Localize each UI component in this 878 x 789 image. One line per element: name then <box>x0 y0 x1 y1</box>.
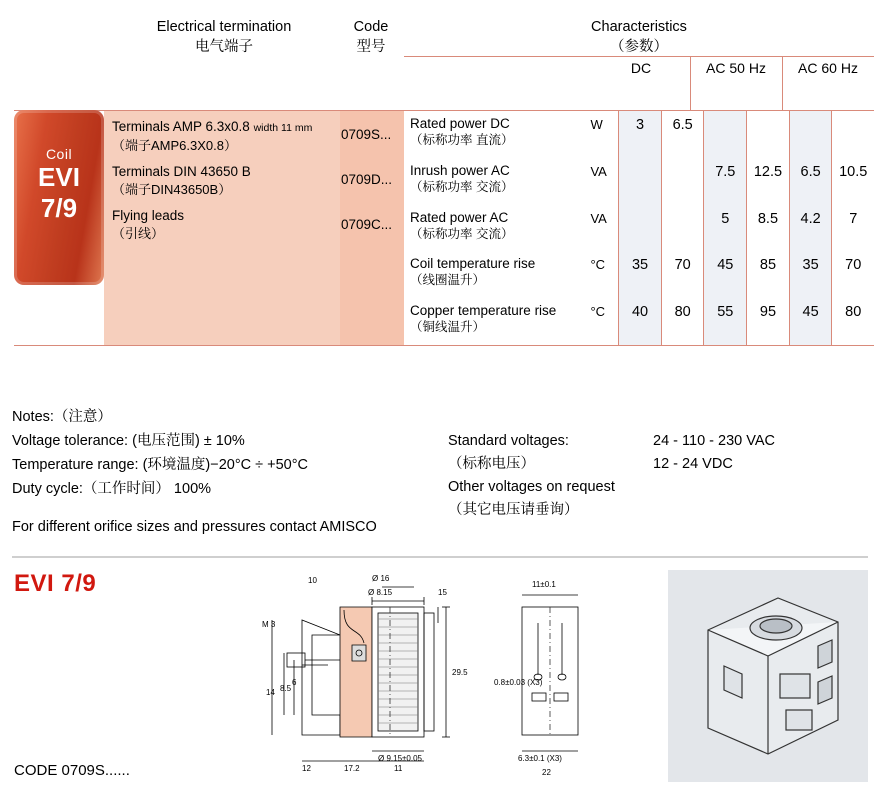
svg-text:11: 11 <box>394 764 403 773</box>
cell-r5c5: 45 <box>789 298 832 345</box>
cell-r4c5: 35 <box>789 251 832 298</box>
row-label-en-1: Rated power DC <box>410 116 510 131</box>
cell-r5c4: 95 <box>746 298 789 345</box>
voltage-value-dc: 12 - 24 VDC <box>653 456 733 472</box>
svg-text:Ø 16: Ø 16 <box>372 574 390 583</box>
row-unit-4: °C <box>590 257 606 273</box>
termination-cn-2: （端子DIN43650B） <box>112 182 232 197</box>
cell-r2c2 <box>661 158 704 205</box>
cell-r3c2 <box>661 205 704 252</box>
cell-r4c1: 35 <box>618 251 661 298</box>
notes-line-2: Temperature range: (环境温度)−20°C ÷ +50°C <box>12 457 308 473</box>
table-row <box>404 111 874 158</box>
cell-r4c3: 45 <box>703 251 746 298</box>
cell-r5c3: 55 <box>703 298 746 345</box>
code-item-3: 0709C... <box>341 217 393 232</box>
svg-text:M 3: M 3 <box>262 620 276 629</box>
svg-text:12: 12 <box>302 764 311 773</box>
svg-text:11±0.1: 11±0.1 <box>532 580 556 589</box>
cell-r3c3: 5 <box>703 205 746 252</box>
row-label-en-2: Inrush power AC <box>410 162 510 178</box>
cell-r2c6: 10.5 <box>831 158 874 205</box>
characteristics-grid <box>404 111 874 345</box>
cell-r1c4 <box>746 111 789 158</box>
row-label-cn-4: （线圈温升） <box>410 273 486 288</box>
characteristics-divider <box>404 56 874 57</box>
termination-en-3: Flying leads <box>112 208 185 223</box>
cell-r5c6: 80 <box>831 298 874 345</box>
row-unit-3: VA <box>590 210 607 226</box>
coil-badge <box>14 110 104 285</box>
other-voltages-en: Other voltages on request <box>448 479 615 495</box>
table-row <box>404 251 874 298</box>
cell-r2c3: 7.5 <box>703 158 746 205</box>
svg-text:8.5: 8.5 <box>280 684 292 693</box>
termination-cn-1: （端子AMP6.3X0.8） <box>112 138 237 153</box>
table-row <box>404 158 874 205</box>
svg-text:17.2: 17.2 <box>344 764 360 773</box>
header-characteristics-en: Characteristics <box>591 19 687 35</box>
header-code-en: Code <box>353 19 389 35</box>
code-item-1: 0709S... <box>341 127 392 142</box>
subheader-ac60: AC 60 Hz <box>798 60 858 76</box>
notes-line-3: Duty cycle:（工作时间） 100% <box>12 481 212 497</box>
subheader-dc: DC <box>630 60 652 76</box>
code-list <box>341 126 403 261</box>
header-code <box>340 18 402 57</box>
notes-line-1: Voltage tolerance: (电压范围) ± 10% <box>12 433 245 449</box>
cell-r5c1: 40 <box>618 298 661 345</box>
header-code-cn: 型号 <box>356 39 386 55</box>
row-label-cn-5: （铜线温升） <box>410 320 486 335</box>
cell-r1c2: 6.5 <box>661 111 704 158</box>
cell-r2c4: 12.5 <box>746 158 789 205</box>
cell-r3c6: 7 <box>831 205 874 252</box>
table-bottom-rule <box>14 345 874 346</box>
svg-text:22: 22 <box>542 768 551 777</box>
coil-badge-size: 7/9 <box>40 193 78 223</box>
standard-voltages-cn: （标称电压） <box>448 456 535 472</box>
code-caption: CODE 0709S...... <box>14 762 130 779</box>
row-label-cn-3: （标称功率 交流） <box>410 226 514 241</box>
cell-r1c1: 3 <box>618 111 661 158</box>
svg-text:Ø 9.15±0.05: Ø 9.15±0.05 <box>378 754 422 763</box>
termination-item-1 <box>112 118 342 154</box>
svg-text:14: 14 <box>266 688 275 697</box>
header-characteristics-cn: （参数） <box>610 39 668 55</box>
notes-orifice: For different orifice sizes and pressures contact AMISCO <box>12 519 377 535</box>
row-unit-5: °C <box>590 304 606 320</box>
code-item-2: 0709D... <box>341 172 393 187</box>
header-electrical-termination <box>108 18 340 57</box>
notes-block <box>12 405 472 539</box>
header-electrical-en: Electrical termination <box>156 19 292 35</box>
notes-title: Notes:（注意） <box>12 409 112 425</box>
svg-text:10: 10 <box>308 576 317 585</box>
voltages-values <box>653 430 868 476</box>
specification-table <box>0 0 878 350</box>
cell-r1c5 <box>789 111 832 158</box>
cell-r3c4: 8.5 <box>746 205 789 252</box>
cell-r2c5: 6.5 <box>789 158 832 205</box>
cell-r1c6 <box>831 111 874 158</box>
cell-r3c5: 4.2 <box>789 205 832 252</box>
subheader-ac50: AC 50 Hz <box>706 60 766 76</box>
row-unit-2: VA <box>590 163 607 179</box>
svg-text:0.8±0.03 (X3): 0.8±0.03 (X3) <box>494 678 543 687</box>
row-label-en-3: Rated power AC <box>410 209 509 225</box>
termination-list <box>112 118 342 251</box>
technical-drawing <box>232 565 652 780</box>
cell-r2c1 <box>618 158 661 205</box>
coil-badge-series: EVI <box>38 162 80 192</box>
coil-badge-label: Coil <box>45 146 73 162</box>
row-label-cn-2: （标称功率 交流） <box>410 179 514 194</box>
cell-r4c4: 85 <box>746 251 789 298</box>
svg-text:6.3±0.1 (X3): 6.3±0.1 (X3) <box>518 754 562 763</box>
product-photo <box>668 570 868 782</box>
termination-cn-3: （引线） <box>112 226 165 241</box>
termination-item-2 <box>112 163 342 198</box>
row-unit-1: W <box>590 117 603 132</box>
svg-text:15: 15 <box>438 588 447 597</box>
standard-voltages-en: Standard voltages: <box>448 433 569 449</box>
cell-r4c6: 70 <box>831 251 874 298</box>
voltages-labels <box>448 430 648 522</box>
table-row <box>404 205 874 252</box>
voltage-value-ac: 24 - 110 - 230 VAC <box>653 433 775 449</box>
termination-en-2: Terminals DIN 43650 B <box>112 164 251 179</box>
header-characteristics <box>404 18 874 57</box>
other-voltages-cn: （其它电压请垂询） <box>448 502 579 518</box>
termination-item-3 <box>112 207 342 242</box>
termination-width-1: width 11 mm <box>253 122 313 134</box>
row-label-cn-1: （标称功率 直流） <box>410 133 514 147</box>
table-row <box>404 298 874 345</box>
row-label-en-5: Copper temperature rise <box>410 303 557 319</box>
row-label-en-4: Coil temperature rise <box>410 256 536 272</box>
cell-r4c2: 70 <box>661 251 704 298</box>
cell-r1c3 <box>703 111 746 158</box>
section-divider <box>12 556 868 558</box>
svg-text:29.5: 29.5 <box>452 668 468 677</box>
svg-text:6: 6 <box>292 678 297 687</box>
termination-en-1: Terminals AMP 6.3x0.8 <box>112 119 250 134</box>
header-electrical-cn: 电气端子 <box>195 39 253 55</box>
svg-text:Ø 8.15: Ø 8.15 <box>368 588 393 597</box>
bottom-title: EVI 7/9 <box>14 570 97 597</box>
cell-r3c1 <box>618 205 661 252</box>
cell-r5c2: 80 <box>661 298 704 345</box>
